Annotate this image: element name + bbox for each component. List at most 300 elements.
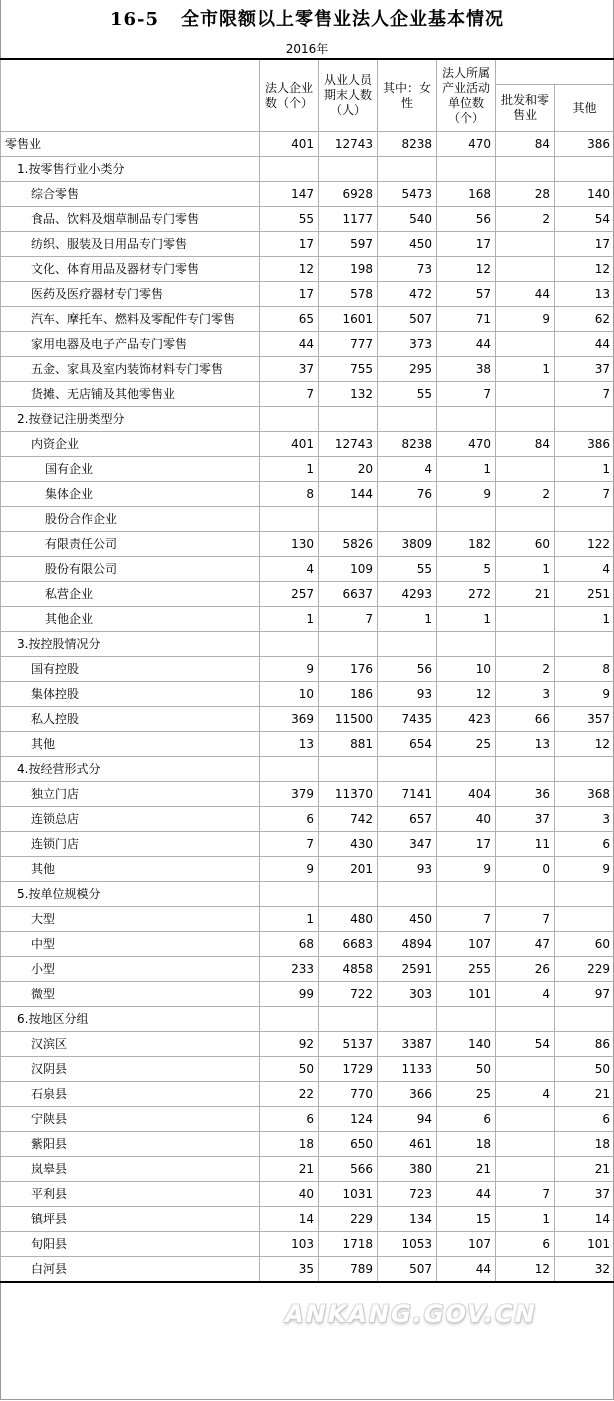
- table-row: [1, 307, 614, 332]
- table-row: [1, 482, 614, 507]
- cell-wholesale-retail: 2: [496, 207, 555, 232]
- row-label: 集体控股: [1, 682, 260, 707]
- cell-units: 17: [437, 232, 496, 257]
- cell-enterprise-count: [260, 632, 319, 657]
- cell-female: 303: [378, 982, 437, 1007]
- cell-other: 97: [555, 982, 614, 1007]
- cell-other: 101: [555, 1232, 614, 1257]
- table-number: 16-5: [109, 9, 160, 30]
- cell-other: [555, 632, 614, 657]
- cell-enterprise-count: 7: [260, 832, 319, 857]
- row-label: 纺织、服装及日用品专门零售: [1, 232, 260, 257]
- table-row: [1, 457, 614, 482]
- cell-wholesale-retail: 60: [496, 532, 555, 557]
- year-label: 2016年: [285, 42, 329, 56]
- cell-enterprise-count: 35: [260, 1257, 319, 1283]
- table-row: [1, 707, 614, 732]
- table-row: [1, 1207, 614, 1232]
- cell-wholesale-retail: 36: [496, 782, 555, 807]
- cell-wholesale-retail: [496, 332, 555, 357]
- cell-other: 86: [555, 1032, 614, 1057]
- cell-wholesale-retail: [496, 1132, 555, 1157]
- cell-female: 723: [378, 1182, 437, 1207]
- cell-units: 1: [437, 457, 496, 482]
- cell-other: 9: [555, 682, 614, 707]
- cell-other: 18: [555, 1132, 614, 1157]
- cell-wholesale-retail: [496, 1007, 555, 1032]
- cell-other: 251: [555, 582, 614, 607]
- cell-units: 57: [437, 282, 496, 307]
- cell-employees: 124: [319, 1107, 378, 1132]
- table-title: 全市限额以上零售业法人企业基本情况: [181, 9, 505, 30]
- cell-employees: [319, 157, 378, 182]
- cell-other: 229: [555, 957, 614, 982]
- table-row: [1, 182, 614, 207]
- cell-wholesale-retail: 12: [496, 1257, 555, 1283]
- cell-enterprise-count: 14: [260, 1207, 319, 1232]
- cell-enterprise-count: 40: [260, 1182, 319, 1207]
- cell-female: [378, 1007, 437, 1032]
- cell-enterprise-count: 147: [260, 182, 319, 207]
- cell-female: 7141: [378, 782, 437, 807]
- row-label: 平利县: [1, 1182, 260, 1207]
- cell-employees: 12743: [319, 432, 378, 457]
- cell-wholesale-retail: 44: [496, 282, 555, 307]
- cell-female: 56: [378, 657, 437, 682]
- cell-units: 9: [437, 482, 496, 507]
- cell-units: 1: [437, 607, 496, 632]
- cell-units: 404: [437, 782, 496, 807]
- row-label: 中型: [1, 932, 260, 957]
- cell-enterprise-count: 22: [260, 1082, 319, 1107]
- cell-employees: 650: [319, 1132, 378, 1157]
- watermark-logo: ANKANG.GOV.CN: [285, 1300, 537, 1328]
- cell-wholesale-retail: 4: [496, 1082, 555, 1107]
- cell-other: 7: [555, 382, 614, 407]
- cell-employees: 742: [319, 807, 378, 832]
- table-row: [1, 557, 614, 582]
- row-label: 其他企业: [1, 607, 260, 632]
- row-label: 医药及医疗器材专门零售: [1, 282, 260, 307]
- table-row: [1, 832, 614, 857]
- row-label: 国有企业: [1, 457, 260, 482]
- table-row: [1, 1257, 614, 1283]
- header-female: 其中：女性: [378, 59, 437, 132]
- cell-units: 470: [437, 132, 496, 157]
- row-label: 宁陕县: [1, 1107, 260, 1132]
- cell-employees: 881: [319, 732, 378, 757]
- table-row: [1, 882, 614, 907]
- cell-enterprise-count: 10: [260, 682, 319, 707]
- cell-female: 134: [378, 1207, 437, 1232]
- cell-units: 272: [437, 582, 496, 607]
- row-label: 连锁门店: [1, 832, 260, 857]
- row-label: 6.按地区分组: [1, 1007, 260, 1032]
- cell-wholesale-retail: 9: [496, 307, 555, 332]
- row-label: 其他: [1, 857, 260, 882]
- cell-employees: 109: [319, 557, 378, 582]
- cell-other: 37: [555, 357, 614, 382]
- cell-other: 14: [555, 1207, 614, 1232]
- table-row: [1, 1132, 614, 1157]
- cell-units: [437, 507, 496, 532]
- cell-other: 21: [555, 1157, 614, 1182]
- cell-employees: 6683: [319, 932, 378, 957]
- cell-units: 56: [437, 207, 496, 232]
- cell-units: [437, 157, 496, 182]
- cell-other: 1: [555, 457, 614, 482]
- cell-female: 3809: [378, 532, 437, 557]
- table-row: [1, 257, 614, 282]
- row-label: 小型: [1, 957, 260, 982]
- header-units: 法人所属产业活动单位数（个）: [437, 59, 496, 132]
- cell-other: 140: [555, 182, 614, 207]
- cell-units: 25: [437, 1082, 496, 1107]
- cell-employees: [319, 507, 378, 532]
- row-label: 集体企业: [1, 482, 260, 507]
- cell-enterprise-count: 1: [260, 457, 319, 482]
- cell-wholesale-retail: [496, 257, 555, 282]
- cell-employees: 722: [319, 982, 378, 1007]
- row-label: 白河县: [1, 1257, 260, 1283]
- cell-units: 25: [437, 732, 496, 757]
- cell-wholesale-retail: 84: [496, 432, 555, 457]
- cell-other: 368: [555, 782, 614, 807]
- table-row: [1, 157, 614, 182]
- cell-wholesale-retail: 84: [496, 132, 555, 157]
- row-label: 家用电器及电子产品专门零售: [1, 332, 260, 357]
- table-row: [1, 1032, 614, 1057]
- header-wholesale-retail: 批发和零售业: [496, 85, 555, 132]
- cell-enterprise-count: 92: [260, 1032, 319, 1057]
- cell-female: 93: [378, 857, 437, 882]
- cell-wholesale-retail: 37: [496, 807, 555, 832]
- cell-employees: 566: [319, 1157, 378, 1182]
- table-row: [1, 857, 614, 882]
- row-label: 零售业: [1, 132, 260, 157]
- page-title: [0, 4, 614, 36]
- table-row: [1, 532, 614, 557]
- cell-employees: 201: [319, 857, 378, 882]
- cell-employees: 12743: [319, 132, 378, 157]
- table-row: [1, 1182, 614, 1207]
- cell-enterprise-count: 8: [260, 482, 319, 507]
- cell-units: 255: [437, 957, 496, 982]
- cell-wholesale-retail: 47: [496, 932, 555, 957]
- row-label: 私人控股: [1, 707, 260, 732]
- cell-wholesale-retail: 54: [496, 1032, 555, 1057]
- cell-other: 12: [555, 732, 614, 757]
- cell-female: 4: [378, 457, 437, 482]
- cell-employees: 5137: [319, 1032, 378, 1057]
- row-label: 食品、饮料及烟草制品专门零售: [1, 207, 260, 232]
- cell-other: 4: [555, 557, 614, 582]
- row-label: 3.按控股情况分: [1, 632, 260, 657]
- cell-enterprise-count: 401: [260, 132, 319, 157]
- cell-other: [555, 407, 614, 432]
- header-other: 其他: [555, 85, 614, 132]
- row-label: 1.按零售行业小类分: [1, 157, 260, 182]
- cell-enterprise-count: 18: [260, 1132, 319, 1157]
- cell-female: 5473: [378, 182, 437, 207]
- cell-female: 4894: [378, 932, 437, 957]
- table-row: [1, 1082, 614, 1107]
- cell-units: 5: [437, 557, 496, 582]
- cell-employees: 755: [319, 357, 378, 382]
- table-row: [1, 782, 614, 807]
- cell-enterprise-count: [260, 407, 319, 432]
- cell-other: 50: [555, 1057, 614, 1082]
- cell-female: 450: [378, 232, 437, 257]
- cell-units: 107: [437, 932, 496, 957]
- table-row: [1, 957, 614, 982]
- cell-female: 373: [378, 332, 437, 357]
- table-row: [1, 332, 614, 357]
- cell-other: 386: [555, 432, 614, 457]
- cell-female: [378, 757, 437, 782]
- row-label: 大型: [1, 907, 260, 932]
- cell-other: 37: [555, 1182, 614, 1207]
- cell-other: [555, 507, 614, 532]
- row-label: 微型: [1, 982, 260, 1007]
- cell-employees: 770: [319, 1082, 378, 1107]
- cell-other: 60: [555, 932, 614, 957]
- table-row: [1, 732, 614, 757]
- cell-female: 366: [378, 1082, 437, 1107]
- cell-enterprise-count: 65: [260, 307, 319, 332]
- cell-wholesale-retail: 13: [496, 732, 555, 757]
- cell-enterprise-count: 12: [260, 257, 319, 282]
- cell-employees: 1718: [319, 1232, 378, 1257]
- cell-wholesale-retail: 2: [496, 657, 555, 682]
- row-label: 股份有限公司: [1, 557, 260, 582]
- cell-wholesale-retail: [496, 757, 555, 782]
- cell-female: 2591: [378, 957, 437, 982]
- cell-other: [555, 882, 614, 907]
- cell-other: 6: [555, 832, 614, 857]
- cell-wholesale-retail: 6: [496, 1232, 555, 1257]
- cell-female: 295: [378, 357, 437, 382]
- cell-enterprise-count: 130: [260, 532, 319, 557]
- cell-other: 17: [555, 232, 614, 257]
- cell-wholesale-retail: [496, 407, 555, 432]
- cell-units: 18: [437, 1132, 496, 1157]
- row-label: 其他: [1, 732, 260, 757]
- cell-employees: 1729: [319, 1057, 378, 1082]
- row-label: 紫阳县: [1, 1132, 260, 1157]
- row-label: 货摊、无店铺及其他零售业: [1, 382, 260, 407]
- table-row: [1, 1107, 614, 1132]
- cell-wholesale-retail: 28: [496, 182, 555, 207]
- table-row: [1, 907, 614, 932]
- row-label: 国有控股: [1, 657, 260, 682]
- row-label: 独立门店: [1, 782, 260, 807]
- cell-other: 12: [555, 257, 614, 282]
- cell-wholesale-retail: 26: [496, 957, 555, 982]
- cell-female: [378, 882, 437, 907]
- table-row: [1, 207, 614, 232]
- cell-employees: 480: [319, 907, 378, 932]
- cell-employees: 229: [319, 1207, 378, 1232]
- cell-enterprise-count: 21: [260, 1157, 319, 1182]
- cell-other: 357: [555, 707, 614, 732]
- cell-enterprise-count: 55: [260, 207, 319, 232]
- cell-units: 71: [437, 307, 496, 332]
- table-row: [1, 1232, 614, 1257]
- cell-female: 8238: [378, 432, 437, 457]
- cell-female: 55: [378, 382, 437, 407]
- table-row: [1, 382, 614, 407]
- cell-employees: 578: [319, 282, 378, 307]
- cell-wholesale-retail: [496, 382, 555, 407]
- row-label: 4.按经营形式分: [1, 757, 260, 782]
- row-label: 汽车、摩托车、燃料及零配件专门零售: [1, 307, 260, 332]
- cell-employees: 11370: [319, 782, 378, 807]
- cell-other: 21: [555, 1082, 614, 1107]
- row-label: 汉滨区: [1, 1032, 260, 1057]
- cell-female: 93: [378, 682, 437, 707]
- cell-wholesale-retail: [496, 607, 555, 632]
- cell-units: 12: [437, 257, 496, 282]
- cell-other: 1: [555, 607, 614, 632]
- cell-wholesale-retail: [496, 632, 555, 657]
- cell-units: [437, 1007, 496, 1032]
- row-label: 有限责任公司: [1, 532, 260, 557]
- cell-enterprise-count: 17: [260, 282, 319, 307]
- row-label: 旬阳县: [1, 1232, 260, 1257]
- table-row: [1, 657, 614, 682]
- cell-units: 470: [437, 432, 496, 457]
- cell-enterprise-count: 13: [260, 732, 319, 757]
- cell-units: 7: [437, 907, 496, 932]
- table-row: [1, 982, 614, 1007]
- table-row: [1, 432, 614, 457]
- cell-employees: 132: [319, 382, 378, 407]
- table-body: [1, 132, 614, 1283]
- cell-employees: 6928: [319, 182, 378, 207]
- cell-units: [437, 882, 496, 907]
- cell-wholesale-retail: 3: [496, 682, 555, 707]
- cell-enterprise-count: 257: [260, 582, 319, 607]
- cell-wholesale-retail: [496, 1107, 555, 1132]
- table-row: [1, 932, 614, 957]
- cell-employees: 789: [319, 1257, 378, 1283]
- table-row: [1, 632, 614, 657]
- table-row: [1, 1057, 614, 1082]
- cell-units: 10: [437, 657, 496, 682]
- cell-employees: 198: [319, 257, 378, 282]
- cell-wholesale-retail: 7: [496, 907, 555, 932]
- cell-female: 540: [378, 207, 437, 232]
- cell-female: [378, 507, 437, 532]
- table-row: [1, 1157, 614, 1182]
- cell-enterprise-count: 103: [260, 1232, 319, 1257]
- cell-enterprise-count: 7: [260, 382, 319, 407]
- cell-employees: 1177: [319, 207, 378, 232]
- row-label: 汉阴县: [1, 1057, 260, 1082]
- table-row: [1, 807, 614, 832]
- header-enterprise-count: 法人企业数（个）: [260, 59, 319, 132]
- cell-employees: 1031: [319, 1182, 378, 1207]
- cell-enterprise-count: [260, 507, 319, 532]
- cell-other: [555, 907, 614, 932]
- cell-female: 76: [378, 482, 437, 507]
- cell-units: 38: [437, 357, 496, 382]
- cell-enterprise-count: 6: [260, 807, 319, 832]
- cell-employees: 186: [319, 682, 378, 707]
- cell-units: [437, 407, 496, 432]
- cell-enterprise-count: 401: [260, 432, 319, 457]
- table-row: [1, 357, 614, 382]
- cell-enterprise-count: [260, 1007, 319, 1032]
- cell-wholesale-retail: [496, 457, 555, 482]
- cell-units: 44: [437, 332, 496, 357]
- cell-wholesale-retail: [496, 1057, 555, 1082]
- cell-enterprise-count: 369: [260, 707, 319, 732]
- cell-other: 32: [555, 1257, 614, 1283]
- cell-female: 4293: [378, 582, 437, 607]
- cell-employees: 6637: [319, 582, 378, 607]
- cell-units: 182: [437, 532, 496, 557]
- cell-units: 40: [437, 807, 496, 832]
- cell-female: 461: [378, 1132, 437, 1157]
- cell-female: [378, 632, 437, 657]
- cell-units: 50: [437, 1057, 496, 1082]
- cell-enterprise-count: 44: [260, 332, 319, 357]
- cell-employees: 7: [319, 607, 378, 632]
- cell-employees: 597: [319, 232, 378, 257]
- cell-female: [378, 407, 437, 432]
- cell-units: 140: [437, 1032, 496, 1057]
- cell-female: 380: [378, 1157, 437, 1182]
- cell-employees: 430: [319, 832, 378, 857]
- table-row: [1, 682, 614, 707]
- cell-employees: [319, 632, 378, 657]
- row-label: 内资企业: [1, 432, 260, 457]
- cell-other: 44: [555, 332, 614, 357]
- cell-other: [555, 157, 614, 182]
- cell-wholesale-retail: 66: [496, 707, 555, 732]
- cell-female: 7435: [378, 707, 437, 732]
- cell-other: 7: [555, 482, 614, 507]
- cell-wholesale-retail: 1: [496, 357, 555, 382]
- table-row: [1, 282, 614, 307]
- cell-wholesale-retail: 1: [496, 1207, 555, 1232]
- row-label: 镇坪县: [1, 1207, 260, 1232]
- cell-female: 450: [378, 907, 437, 932]
- cell-employees: 144: [319, 482, 378, 507]
- cell-enterprise-count: 9: [260, 857, 319, 882]
- cell-female: 507: [378, 307, 437, 332]
- cell-units: 12: [437, 682, 496, 707]
- cell-female: 1053: [378, 1232, 437, 1257]
- cell-female: 94: [378, 1107, 437, 1132]
- table-row: [1, 407, 614, 432]
- cell-units: 168: [437, 182, 496, 207]
- cell-wholesale-retail: [496, 1157, 555, 1182]
- cell-employees: [319, 757, 378, 782]
- cell-female: [378, 157, 437, 182]
- cell-female: 657: [378, 807, 437, 832]
- row-label: 文化、体育用品及器材专门零售: [1, 257, 260, 282]
- cell-other: 8: [555, 657, 614, 682]
- row-label: 五金、家具及室内装饰材料专门零售: [1, 357, 260, 382]
- cell-wholesale-retail: [496, 157, 555, 182]
- cell-wholesale-retail: 1: [496, 557, 555, 582]
- header-employees: 从业人员期末人数（人）: [319, 59, 378, 132]
- cell-other: [555, 757, 614, 782]
- cell-female: 73: [378, 257, 437, 282]
